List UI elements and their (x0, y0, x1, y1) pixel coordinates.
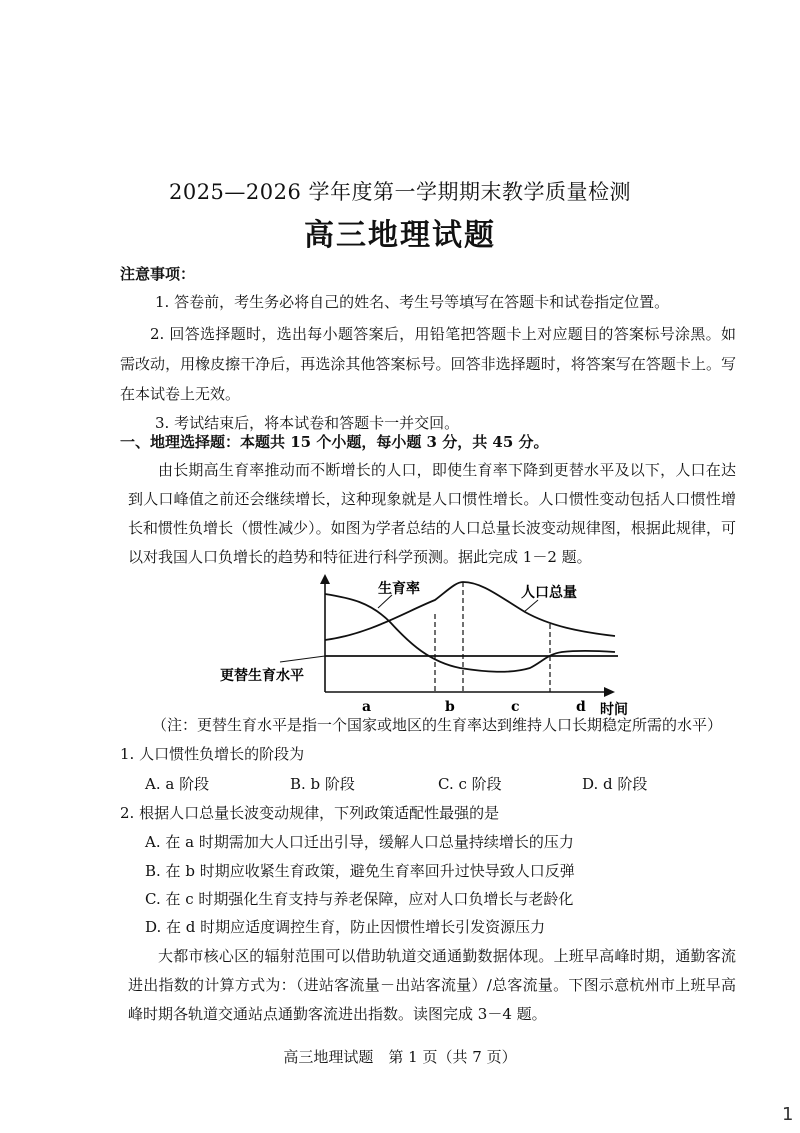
q1-option-b: B. b 阶段 (290, 775, 355, 793)
exam-title: 2025—2026 学年度第一学期期末教学质量检测 (168, 180, 632, 204)
population-label: 人口总量 (521, 585, 577, 601)
birth-rate-curve (325, 594, 615, 672)
x-axis-arrow (604, 687, 615, 697)
notice-item-3: 3. 考试结束后，将本试卷和答题卡一并交回。 (155, 414, 460, 432)
page-footer: 高三地理试题 第 1 页（共 7 页） (283, 1048, 517, 1066)
stage-a-label: a (362, 699, 372, 715)
q2-option-c: C. 在 c 时期强化生育支持与养老保障，应对人口负增长与老龄化 (145, 890, 574, 908)
population-leader (524, 600, 538, 612)
birth-rate-label: 生育率 (378, 581, 420, 597)
q2-option-b: B. 在 b 时期应收紧生育政策，避免生育率回升过快导致人口反弹 (145, 862, 575, 880)
population-wave-figure (220, 572, 640, 722)
stage-b-label: b (445, 699, 455, 715)
passage-1: 由长期高生育率推动而不断增长的人口，即使生育率下降到更替水平及以下，人口在达到人口峰值之前还会继续增长，这种现象就是人口惯性增长。人口惯性变动包括人口惯性增长和惯性负增长（惯性减少）。如图为学者总结的人口总量长波变动规律图，根据此规律，可以对我国人口负增长的趋势和特征进行科学预测。据此完成 1－2 题。 (128, 461, 736, 566)
page-number: 1 (782, 1104, 794, 1125)
subject-title: 高三地理试题 (304, 218, 496, 253)
stage-c-label: c (511, 699, 520, 715)
q1-option-d: D. d 阶段 (582, 775, 648, 793)
time-axis-label: 时间 (600, 702, 628, 718)
q1-stem: 1. 人口惯性负增长的阶段为 (120, 745, 305, 763)
q2-stem: 2. 根据人口总量长波变动规律，下列政策适配性最强的是 (120, 804, 500, 822)
figure-note: （注：更替生育水平是指一个国家或地区的生育率达到维持人口长期稳定所需的水平） (152, 716, 723, 734)
replacement-leader (280, 656, 325, 662)
notice-item-2: 2. 回答选择题时，选出每小题答案后，用铅笔把答题卡上对应题目的答案标号涂黑。如需改动，用橡皮擦干净后，再选涂其他答案标号。回答非选择题时，将答案写在答题卡上。写在本试卷上无效。 (120, 325, 736, 403)
q2-option-a: A. 在 a 时期需加大人口迁出引导，缓解人口总量持续增长的压力 (145, 833, 574, 851)
replacement-level-label: 更替生育水平 (220, 668, 304, 684)
section-heading: 一、地理选择题：本题共 15 个小题，每小题 3 分，共 45 分。 (120, 433, 549, 451)
notice-item-1: 1. 答卷前，考生务必将自己的姓名、考生号等填写在答题卡和试卷指定位置。 (155, 293, 670, 311)
q1-option-c: C. c 阶段 (438, 775, 502, 793)
passage-2: 大都市核心区的辐射范围可以借助轨道交通通勤数据体现。上班早高峰时期，通勤客流进出指数的计算方式为：（进站客流量－出站客流量）/总客流量。下图示意杭州市上班早高峰时期各轨道交通站点通勤客流进出指数。读图完成 3－4 题。 (128, 947, 736, 1023)
q1-option-a: A. a 阶段 (145, 775, 210, 793)
stage-d-label: d (576, 699, 586, 715)
notice-heading: 注意事项： (120, 265, 196, 283)
y-axis-arrow (320, 574, 330, 584)
q2-option-d: D. 在 d 时期应适度调控生育，防止因惯性增长引发资源压力 (145, 918, 546, 936)
